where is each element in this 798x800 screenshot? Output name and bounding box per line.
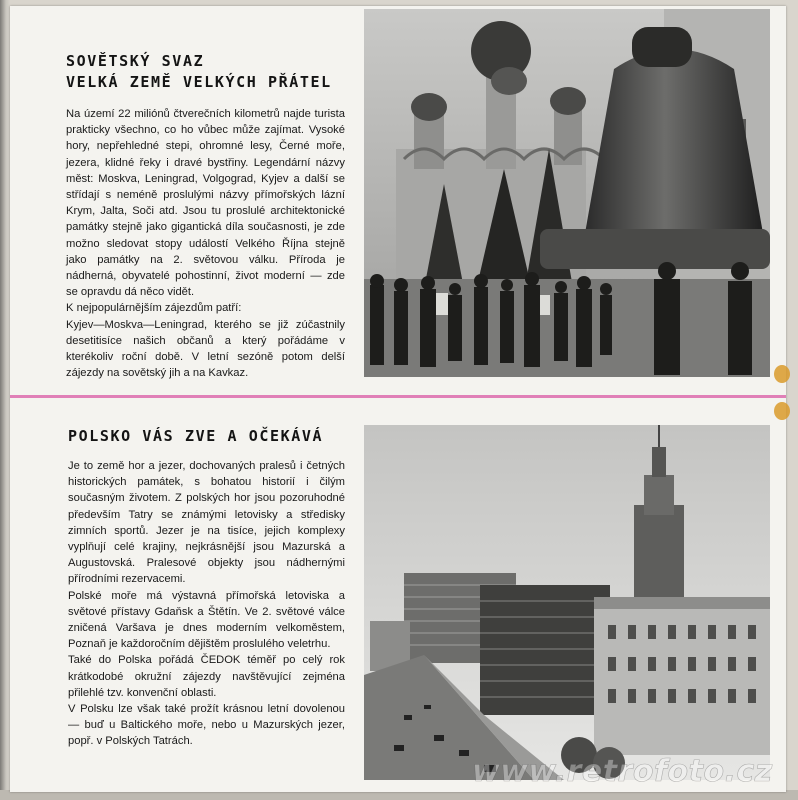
poland-body	[68, 458, 345, 750]
kremlin-photo-illustration	[364, 9, 770, 377]
poland-title: POLSKO VÁS ZVE A OČEKÁVÁ	[68, 427, 324, 445]
ussr-title-line2: VELKÁ ZEMĚ VELKÝCH PŘÁTEL	[66, 73, 332, 91]
page-edge-left	[0, 0, 10, 800]
ussr-paragraph-3: Kyjev—Moskva—Leningrad, kterého se již zúčastnily desetitisíce našich občanů a který pořádáme v kterékoliv roční době. V letní sezóně potom delší zájezdy na sovětský jih a na Kavkaz.	[66, 318, 345, 380]
ussr-body	[66, 106, 345, 381]
poland-paragraph-2: Polské moře má výstavná přímořská letoviska a světové přístavy Gdaňsk a Štětín. Ve 2. světové válce zničená Varšava je dnes moderním velkoměstem, Poznaň je každoročním dějištěm proslulého veletrhu.	[68, 589, 345, 651]
section-divider	[10, 395, 786, 398]
orange-sticker-dot	[774, 365, 790, 383]
ussr-title	[66, 51, 332, 93]
poland-paragraph-3: Také do Polska pořádá ČEDOK téměř po celý rok krátkodobé okružní zájezdy navštěvující zejména přilehlé tzv. konvenční oblasti.	[68, 654, 345, 699]
ussr-title-line1: SOVĚTSKÝ SVAZ	[66, 52, 205, 70]
poland-paragraph-4: V Polsku lze však také prožít krásnou letní dovolenou — buď u Baltického moře, nebo u Mazurských jezer, popř. v Polských Tatrách.	[68, 703, 345, 748]
watermark: www.retrofoto.cz	[472, 754, 773, 789]
poland-paragraph-1: Je to země hor a jezer, dochovaných pralesů i četných historických památek, s bohatou historií i čilým současným životem. Z polských hor jsou pozoruhodné především Tatry se známými letovisky a středisky zimních sportů. Jezer je na tisíce, jejich komplexy vyplňují celé krajiny, nejkrásnější jsou Mazurská a Augustovská. Pralesové objekty jsou nádhernými přírodními rezervacemi.	[68, 460, 345, 586]
orange-sticker-dot	[774, 402, 790, 420]
moscow-kremlin-photo	[364, 9, 770, 377]
ussr-paragraph-1: Na území 22 miliónů čtverečních kilometrů najde turista prakticky všechno, co ho vůbec může zajímat. Vysoké hory, nepřehledné stepi, ohromné lesy, Černé moře, jezera, klidné řeky i dravé bystřiny. Legendární názvy měst: Moskva, Leningrad, Volgograd, Kyjev a další se střídají s neméně proslulými názvy přímořských lázní Krym, Jalta, Soči atd. Jsou tu proslulé architektonické památky stejně jako gigantická díla současnosti, je zde možno sledovat stopy událostí Velkého Října stejně jako památky na 2. světovou válku. Příroda je nádherná, obyvatelé pohostinní, život moderní — zde se opravdu dá něco vidět.	[66, 108, 345, 299]
ussr-paragraph-2: K nejpopulárnějším zájezdům patří:	[66, 302, 242, 315]
warsaw-city-photo	[364, 425, 770, 780]
warsaw-photo-illustration	[364, 425, 770, 780]
